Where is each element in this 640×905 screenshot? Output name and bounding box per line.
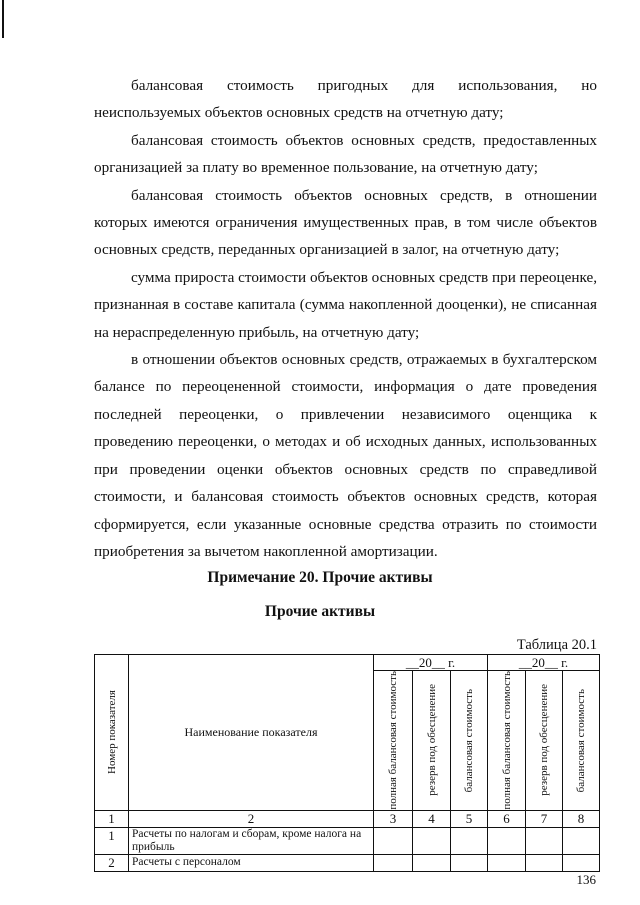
row-number: 1 — [95, 827, 129, 854]
table-row — [95, 827, 600, 854]
table-row — [95, 854, 600, 871]
paragraph-1: балансовая стоимость пригодных для использования, но неиспользуемых объектов основных средств на отчетную дату; — [94, 77, 597, 122]
subheader-label: балансовая стоимость — [575, 688, 587, 792]
subheader-cell — [526, 671, 563, 811]
table-title: Прочие активы — [264, 603, 376, 620]
empty-cell — [374, 854, 413, 871]
column-number: 6 — [488, 810, 526, 827]
paragraph-3: балансовая стоимость объектов основных средств, в отношении которых имеются ограничения имущественных прав, в том числе объектов основных средств, переданных организацией в залог, на отчетную дату; — [94, 186, 597, 259]
empty-cell — [488, 854, 526, 871]
column-number: 4 — [413, 810, 451, 827]
subheader-cell — [563, 671, 600, 811]
empty-cell — [413, 854, 451, 871]
subheader-label: полная балансовая стоимость — [500, 671, 513, 810]
subheader-label: балансовая стоимость — [463, 688, 475, 792]
subheader-label: резерв под обесценение — [425, 684, 438, 797]
subheader-cell — [374, 671, 413, 811]
row-name: Расчеты по налогам и сборам, кроме налога на прибыль — [129, 827, 374, 854]
empty-cell — [563, 827, 600, 854]
paragraph-4: сумма прироста стоимости объектов основных средств при переоценке, признанная в составе капитала (сумма накопленной дооценки), не списанная на нераспределенную прибыль, на отчетную дату; — [94, 268, 597, 341]
subheader-label: полная балансовая стоимость — [387, 671, 399, 810]
table-caption: Таблица 20.1 — [516, 637, 597, 653]
body-text — [94, 72, 597, 565]
subheader-cell — [488, 671, 526, 811]
paragraph-5: в отношении объектов основных средств, отражаемых в бухгалтерском балансе по переоцененной стоимости, информация о дате проведения последней переоценки, о привлечении независимого оценщика к проведению переоценки, о методах и об исходных данных, использованных при проведении оценки объектов основных средств по справедливой стоимости, и балансовая стоимость объектов основных средств, которая сформируется, если указанные основные средства отразить по стоимости приобретения за вычетом накопленной амортизации. — [94, 351, 597, 560]
column-number: 7 — [526, 810, 563, 827]
empty-cell — [451, 827, 488, 854]
empty-cell — [563, 854, 600, 871]
column-number: 8 — [563, 810, 600, 827]
row-number: 2 — [95, 854, 129, 871]
empty-cell — [451, 854, 488, 871]
row-name: Расчеты с персоналом — [129, 854, 374, 871]
header-number-label: Номер показателя — [105, 690, 118, 775]
year-header-1: __20__ г. — [374, 655, 488, 671]
empty-cell — [526, 854, 563, 871]
empty-cell — [374, 827, 413, 854]
header-number-cell — [95, 655, 129, 811]
paragraph-2: балансовая стоимость объектов основных средств, предоставленных организацией за плату во временное пользование, на отчетную дату; — [94, 131, 597, 177]
column-number: 1 — [95, 810, 129, 827]
column-number: 3 — [374, 810, 413, 827]
header-name-cell — [129, 655, 374, 811]
subheader-cell — [451, 671, 488, 811]
note-title: Примечание 20. Прочие активы — [207, 569, 433, 586]
page-number: 136 — [576, 872, 596, 887]
other-assets-table — [94, 654, 600, 872]
subheader-cell — [413, 671, 451, 811]
year-header-2: __20__ г. — [488, 655, 600, 671]
column-number: 5 — [451, 810, 488, 827]
column-number: 2 — [129, 810, 374, 827]
subheader-label: резерв под обесценение — [538, 684, 550, 797]
empty-cell — [488, 827, 526, 854]
empty-cell — [526, 827, 563, 854]
empty-cell — [413, 827, 451, 854]
page-edge-mark — [2, 0, 4, 38]
header-name-label: Наименование показателя — [184, 724, 318, 739]
